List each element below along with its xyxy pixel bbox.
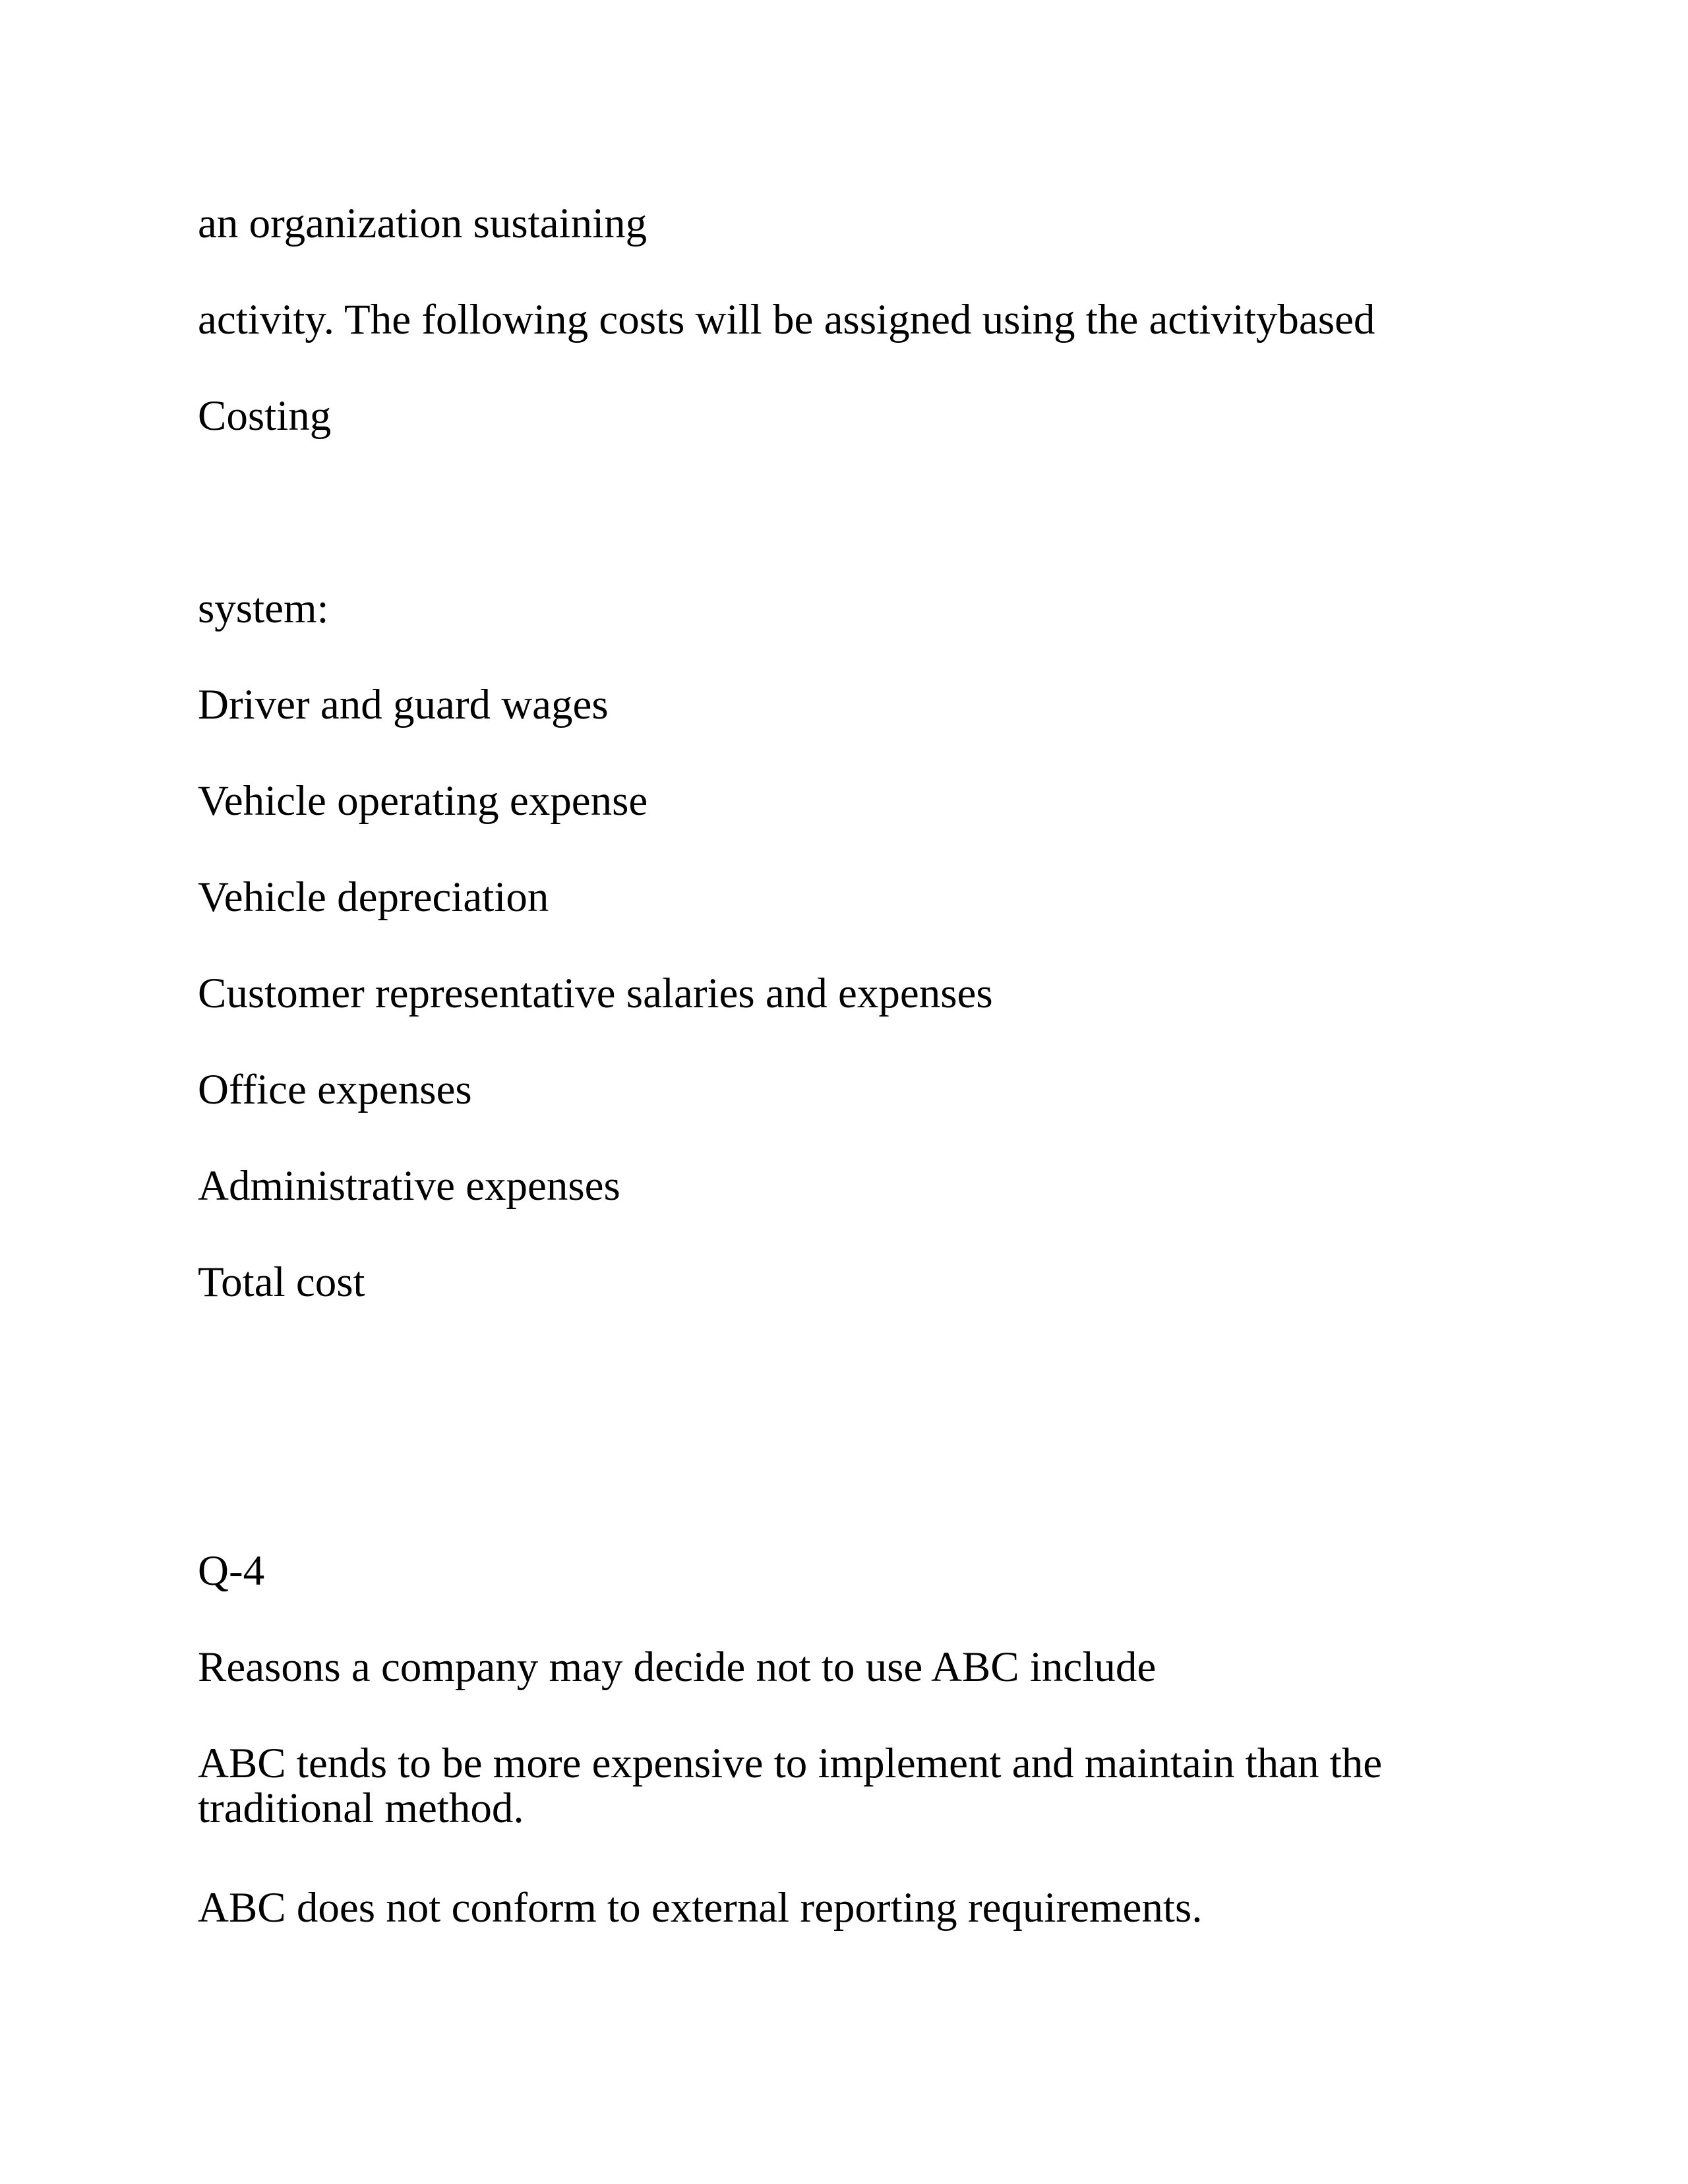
intro-line-1: an organization sustaining [198, 200, 648, 247]
intro-line-4: system: [198, 585, 329, 632]
intro-line-3: Costing [198, 392, 332, 440]
cost-item: Office expenses [198, 1066, 472, 1113]
cost-item: Customer representative salaries and expenses [198, 970, 993, 1017]
cost-item: Driver and guard wages [198, 681, 609, 728]
reason-item: ABC does not conform to external reporting requirements. [198, 1884, 1203, 1932]
intro-line-2: activity. The following costs will be assigned using the activitybased [198, 296, 1375, 343]
cost-item: Vehicle depreciation [198, 873, 549, 921]
question-label: Q-4 [198, 1547, 265, 1595]
question-lead: Reasons a company may decide not to use ABC include [198, 1643, 1157, 1691]
cost-item: Vehicle operating expense [198, 777, 648, 825]
reason-item: ABC tends to be more expensive to implement and maintain than the traditional method. [198, 1740, 1383, 1832]
cost-item-total: Total cost [198, 1258, 365, 1306]
cost-item: Administrative expenses [198, 1162, 620, 1210]
